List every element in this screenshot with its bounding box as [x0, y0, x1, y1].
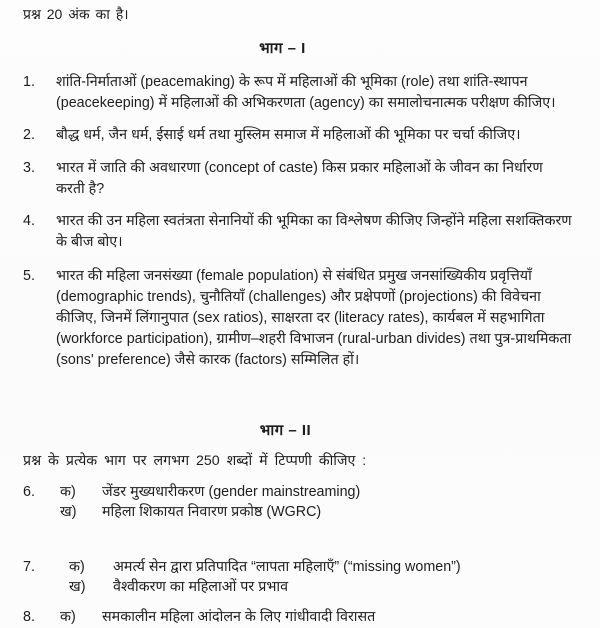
part2-heading: भाग – II [259, 422, 312, 439]
question-7 [23, 558, 572, 597]
question-number: 1. [23, 74, 35, 90]
question-number: 7. [23, 559, 35, 575]
question-1 [23, 72, 572, 114]
subpart-ka [60, 483, 572, 503]
question-number: 3. [23, 160, 35, 176]
question-subparts [60, 608, 572, 628]
subpart-label: ख) [69, 578, 86, 595]
question-3 [23, 158, 572, 200]
subpart-ka [60, 608, 572, 628]
part1-heading: भाग – I [259, 40, 306, 57]
question-number: 4. [23, 213, 35, 229]
question-text: भारत की उन महिला स्वतंत्रता सेनानियों की भूमिका का विश्लेषण कीजिए जिन्होंने महिला सशक्तिकरण के बीज बोए। [56, 213, 572, 250]
question-number: 6. [23, 484, 35, 500]
question-text: बौद्ध धर्म, जैन धर्म, ईसाई धर्म तथा मुस्लिम समाज में महिलाओं की भूमिका पर चर्चा कीजिए। [56, 127, 521, 143]
marks-carryover-line: प्रश्न 20 अंक का है। [23, 6, 129, 22]
question-text: भारत में जाति की अवधारणा (concept of caste) किस प्रकार महिलाओं के जीवन का निर्धारण करती है? [56, 160, 543, 197]
subpart-kha [60, 503, 572, 523]
subpart-label: ख) [60, 503, 77, 520]
subpart-text: समकालीन महिला आंदोलन के लिए गांधीवादी विरासत [102, 609, 376, 625]
subpart-label: क) [60, 484, 76, 500]
subpart-label: क) [69, 559, 85, 575]
subpart-text: महिला शिकायत निवारण प्रकोष्ठ (WGRC) [102, 503, 322, 520]
part2-instruction: प्रश्न के प्रत्येक भाग पर लगभग 250 शब्दों में टिप्पणी कीजिए : [23, 453, 367, 469]
question-number: 2. [23, 127, 35, 143]
question-2 [23, 125, 572, 146]
question-number: 5. [23, 268, 35, 284]
question-subparts [60, 483, 572, 522]
question-text: शांति-निर्माताओं (peacemaking) के रूप में महिलाओं की भूमिका (role) तथा शांति-स्थापन (peacekeeping) में महिलाओं की अभिकरणता (agency) का समालोचनात्मक परीक्षण कीजिए। [56, 74, 556, 111]
question-subparts [69, 558, 572, 597]
question-5 [23, 266, 572, 371]
subpart-text: वैश्वीकरण का महिलाओं पर प्रभाव [113, 578, 289, 595]
subpart-text: जेंडर मुख्यधारीकरण (gender mainstreaming) [102, 484, 361, 500]
question-4 [23, 211, 572, 253]
question-6 [23, 483, 572, 522]
subpart-label: क) [60, 609, 76, 625]
subpart-text: अमर्त्य सेन द्वारा प्रतिपादित “लापता महिलाएँ” (“missing women”) [113, 559, 461, 575]
question-8 [23, 608, 572, 628]
question-number: 8. [23, 609, 35, 625]
question-text: भारत की महिला जनसंख्या (female population) से संबंधित प्रमुख जनसांख्यिकीय प्रवृत्तियाँ (demographic trends), चुनौतियाँ (challenges) और प्रक्षेपणों (projections) की विवेचना कीजिए, जिनमें लिंगानुपात (sex ratios), साक्षरता दर (literacy rates), कार्यबल में सहभागिता (workforce participation), ग्रामीण–शहरी विभाजन (rural-urban divides) तथा पुत्र-प्राथमिकता (sons' preference) जैसे कारक (factors) सम्मिलित हों। [56, 268, 572, 368]
subpart-kha [69, 578, 572, 598]
subpart-ka [69, 558, 572, 578]
